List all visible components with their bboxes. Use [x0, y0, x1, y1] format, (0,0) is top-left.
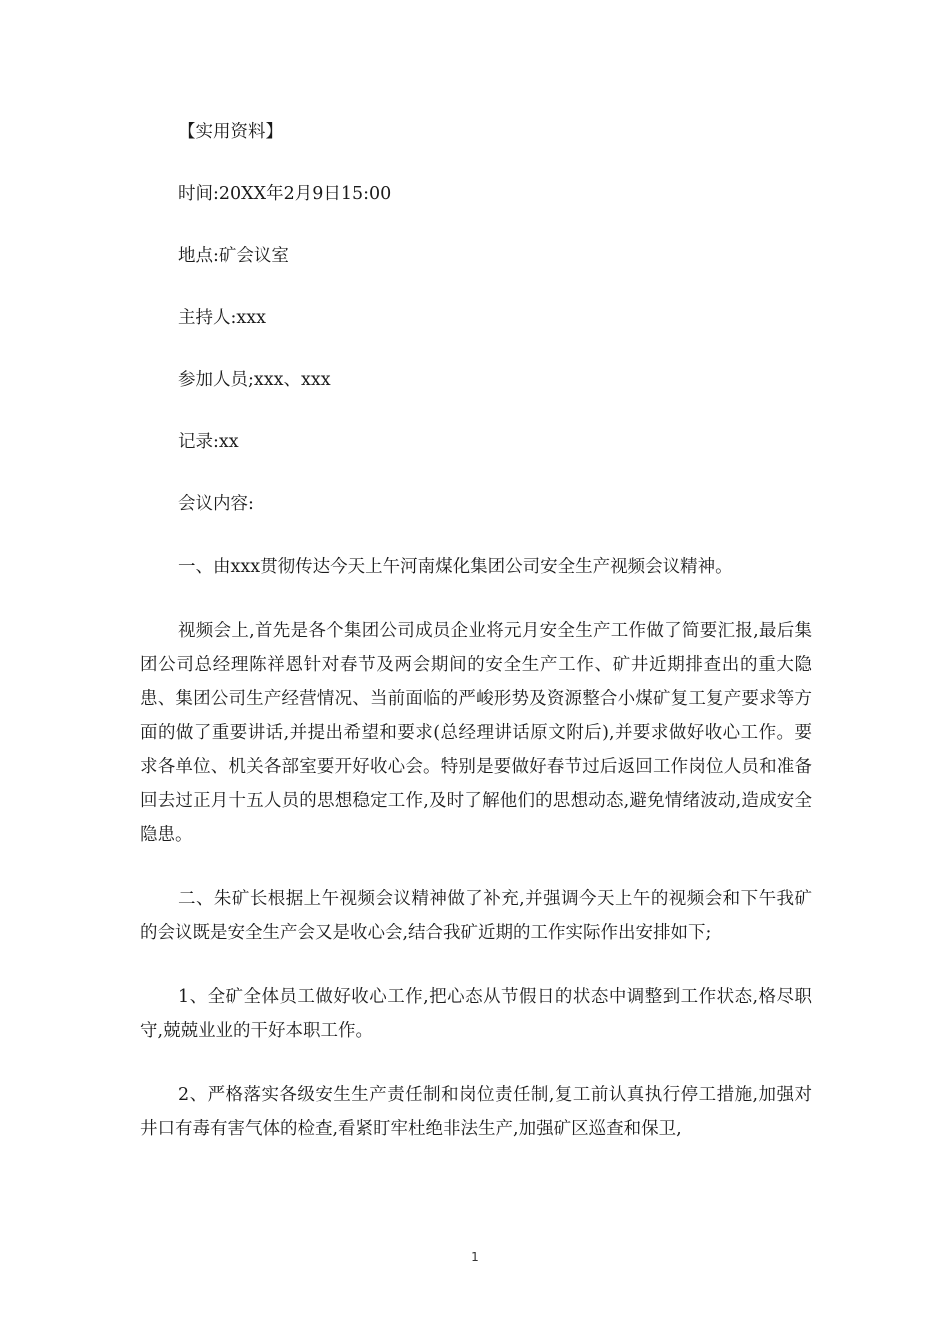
meeting-place: 地点:矿会议室: [178, 246, 289, 266]
document-content: [140, 116, 812, 1176]
paragraph-2: 视频会上,首先是各个集团公司成员企业将元月安全生产工作做了简要汇报,最后集团公司总经理陈祥恩针对春节及两会期间的安全生产工作、矿井近期排查出的重大隐患、集团公司生产经营情况、当前面临的严峻形势及资源整合小煤矿复工复产要求等方面的做了重要讲话,并提出希望和要求(总经理讲话原文附后),并要求做好收心工作。要求各单位、机关各部室要开好收心会。特别是要做好春节过后返回工作岗位人员和准备回去过正月十五人员的思想稳定工作,及时了解他们的思想动态,避免情绪波动,造成安全隐患。: [140, 621, 812, 845]
paragraph-1: 一、由xxx贯彻传达今天上午河南煤化集团公司安全生产视频会议精神。: [178, 557, 733, 577]
page-number: 1: [471, 1250, 479, 1264]
meeting-content-label: 会议内容:: [178, 494, 254, 514]
meeting-attendees: 参加人员;xxx、xxx: [178, 370, 331, 390]
paragraph-4: 1、全矿全体员工做好收心工作,把心态从节假日的状态中调整到工作状态,格尽职守,兢兢业业的干好本职工作。: [140, 987, 812, 1041]
meeting-time: 时间:20XX年2月9日15:00: [178, 184, 392, 204]
meeting-recorder: 记录:xx: [178, 432, 239, 452]
paragraph-5: 2、严格落实各级安生生产责任制和岗位责任制,复工前认真执行停工措施,加强对井口有毒有害气体的检查,看紧盯牢杜绝非法生产,加强矿区巡查和保卫,: [140, 1085, 812, 1139]
paragraph-3: 二、朱矿长根据上午视频会议精神做了补充,并强调今天上午的视频会和下午我矿的会议既是安全生产会又是收心会,结合我矿近期的工作实际作出安排如下;: [140, 889, 812, 943]
meeting-host: 主持人:xxx: [178, 308, 267, 328]
document-title: 【实用资料】: [178, 122, 283, 142]
